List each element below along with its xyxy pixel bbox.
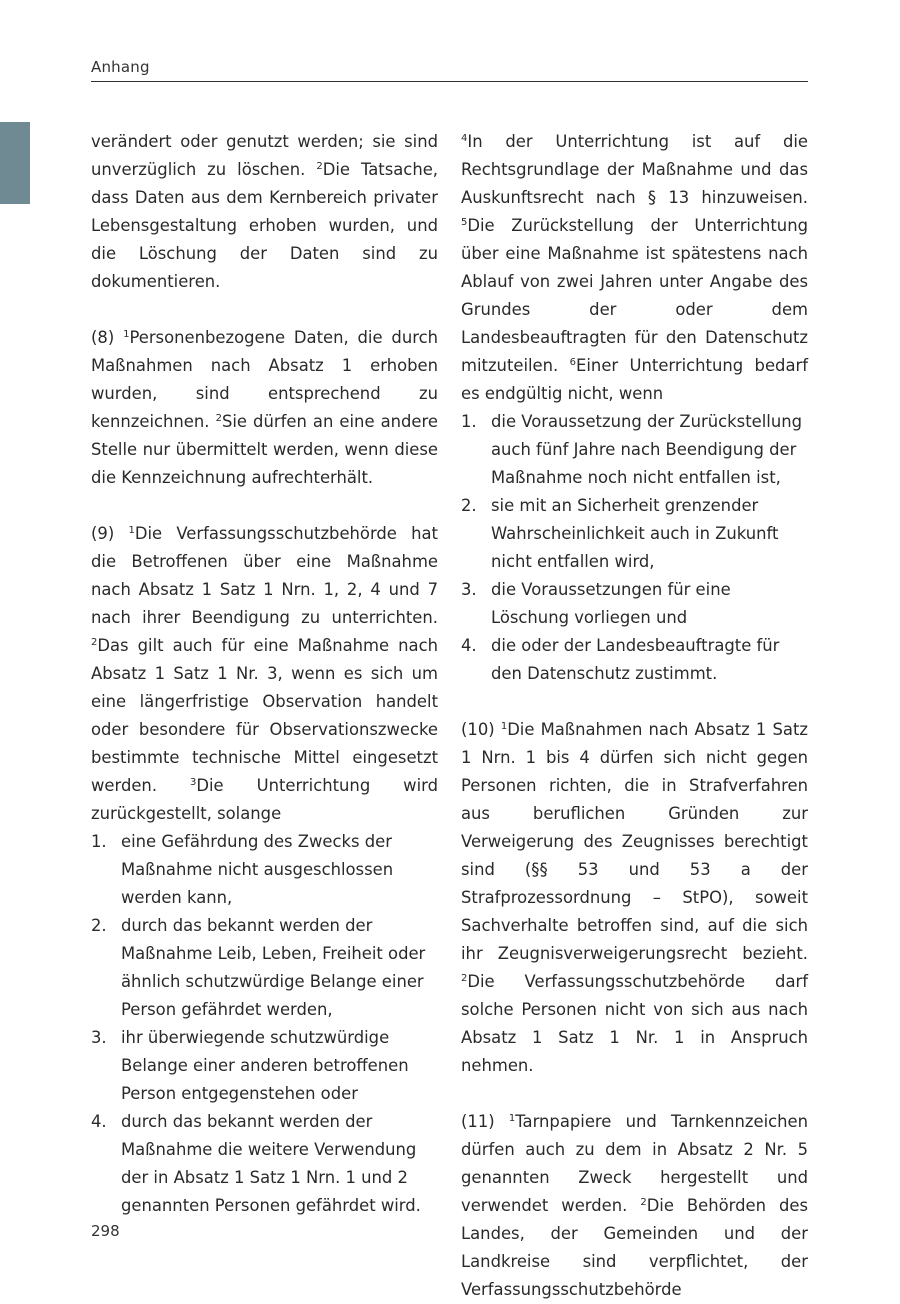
list-item	[461, 632, 808, 688]
list-item-text: die Voraussetzungen für eine Löschung vorliegen und	[491, 580, 731, 627]
paragraph-8	[91, 324, 438, 492]
list-item-text: eine Gefährdung des Zwecks der Maßnahme nicht ausgeschlossen werden kann,	[121, 832, 394, 907]
list-item-number: 1.	[461, 412, 477, 431]
sentence-number: 1	[128, 525, 135, 536]
sentence-text: Das gilt auch für eine Maßnahme nach Absatz 1 Satz 1 Nr. 3, wenn es sich um eine längerfristige Observation handelt oder besondere für Observationszwecke bestimmte technische Mittel eingesetzt werden.	[91, 636, 438, 795]
sentence-text: Die Behörden des Landes, der Gemeinden und der Landkreise sind verpflichtet, der Verfassungsschutzbehörde	[461, 1196, 809, 1299]
list-item-number: 4.	[91, 1112, 107, 1131]
sentence-text: In der Unterrichtung ist auf die Rechtsgrundlage der Maßnahme und das Auskunftsrecht nach § 13 hinzuweisen.	[461, 132, 808, 207]
sentence-text: Die Maßnahmen nach Absatz 1 Satz 1 Nrn. 1 bis 4 dürfen sich nicht gegen Personen richten, die in Strafverfahren aus beruflichen Gründen zur Verweigerung des Zeugnisses berechtigt sind (§§ 53 und 53 a der Strafprozessordnung – StPO), soweit Sachverhalte betroffen sind, auf die sich ihr Zeugnisverweigerungsrecht bezieht.	[461, 720, 808, 963]
sentence-number: 6	[569, 357, 577, 368]
left-column	[91, 128, 438, 1248]
sentence-number: 3	[189, 777, 197, 788]
list-item-number: 3.	[91, 1028, 107, 1047]
running-head: Anhang	[91, 58, 150, 76]
sentence-text: Personenbezogene Daten, die durch Maßnahmen nach Absatz 1 erhoben wurden, sind entsprechend zu kennzeichnen.	[91, 328, 438, 431]
list-item-number: 4.	[461, 636, 477, 655]
sentence-text: Die Zurückstellung der Unterrichtung über eine Maßnahme ist spätestens nach Ablauf von zwei Jahren unter Angabe des Grundes der oder dem Landesbeauftragten für den Datenschutz mitzuteilen.	[461, 216, 808, 375]
list-item-number: 2.	[91, 916, 107, 935]
paragraph-continued	[91, 128, 438, 296]
list-item	[461, 492, 808, 576]
list-item-number: 2.	[461, 496, 477, 515]
sentence-text: Sie dürfen an eine andere Stelle nur übermittelt werden, wenn diese die Kennzeichnung aufrechterhält.	[91, 412, 438, 487]
sentence-text: Die Verfassungsschutzbehörde hat die Betroffenen über eine Maßnahme nach Absatz 1 Satz 1 Nrn. 1, 2, 4 und 7 nach ihrer Beendigung zu unterrichten.	[91, 524, 438, 627]
sentence-number: 1	[123, 329, 130, 340]
sentence-number: 2	[91, 637, 98, 648]
numbered-list-deferral-conditions	[91, 828, 438, 1220]
sentence-text: Einer Unterrichtung bedarf es endgültig nicht, wenn	[461, 356, 809, 403]
list-item-text: die oder der Landesbeauftragte für den Datenschutz zustimmt.	[491, 636, 780, 683]
sentence-number: 5	[461, 217, 468, 228]
paragraph-10	[461, 716, 808, 1080]
sentence-number: 2	[316, 161, 323, 172]
list-item-text: die Voraussetzung der Zurückstellung auch fünf Jahre nach Beendigung der Maßnahme noch nicht entfallen ist,	[491, 412, 802, 487]
list-item-text: durch das bekannt werden der Maßnahme Leib, Leben, Freiheit oder ähnlich schutzwürdige Belange einer Person gefährdet werden,	[121, 916, 426, 1019]
list-item-text: durch das bekannt werden der Maßnahme die weitere Verwendung der in Absatz 1 Satz 1 Nrn. 1 und 2 genannten Personen gefährdet wird.	[121, 1112, 421, 1215]
chapter-side-tab	[0, 122, 30, 204]
sentence-number: 1	[508, 1113, 516, 1124]
list-item-number: 1.	[91, 832, 107, 851]
sentence-number: 2	[640, 1197, 647, 1208]
sentence-text: Die Tatsache, dass Daten aus dem Kernbereich privater Lebensgestaltung erhoben wurden, und die Löschung der Daten sind zu dokumentieren.	[91, 160, 439, 291]
list-item-text: sie mit an Sicherheit grenzender Wahrscheinlichkeit auch in Zukunft nicht entfallen wird,	[491, 496, 779, 571]
list-item	[91, 912, 438, 1024]
list-item	[91, 1024, 438, 1108]
paragraph-9	[91, 520, 438, 828]
list-item-number: 3.	[461, 580, 477, 599]
paragraph-9-continued	[461, 128, 808, 408]
page-number: 298	[91, 1222, 120, 1240]
paragraph-11	[461, 1108, 808, 1304]
paragraph-label: (10)	[461, 720, 501, 739]
paragraph-label: (9)	[91, 524, 129, 543]
right-column	[461, 128, 808, 1304]
header-rule	[91, 81, 808, 82]
sentence-number: 4	[461, 133, 468, 144]
sentence-text: Die Unterrichtung wird zurückgestellt, solange	[91, 776, 438, 823]
sentence-number: 1	[500, 721, 508, 732]
list-item	[91, 828, 438, 912]
list-item	[91, 1108, 438, 1220]
list-item	[461, 408, 808, 492]
paragraph-label: (8)	[91, 328, 124, 347]
list-item	[461, 576, 808, 632]
list-item-text: ihr überwiegende schutzwürdige Belange einer anderen betroffenen Person entgegenstehen oder	[121, 1028, 409, 1103]
sentence-number: 2	[215, 413, 222, 424]
numbered-list-no-notification-conditions	[461, 408, 808, 688]
sentence-text: Tarnpapiere und Tarnkennzeichen dürfen auch zu dem in Absatz 2 Nr. 5 genannten Zweck hergestellt und verwendet werden.	[461, 1112, 809, 1215]
sentence-text: verändert oder genutzt werden; sie sind unverzüglich zu löschen.	[91, 132, 438, 179]
sentence-number: 2	[461, 973, 468, 984]
sentence-text: Die Verfassungsschutzbehörde darf solche Personen nicht von sich aus nach Absatz 1 Satz 1 Nr. 1 in Anspruch nehmen.	[461, 972, 808, 1075]
paragraph-label: (11)	[461, 1112, 509, 1131]
